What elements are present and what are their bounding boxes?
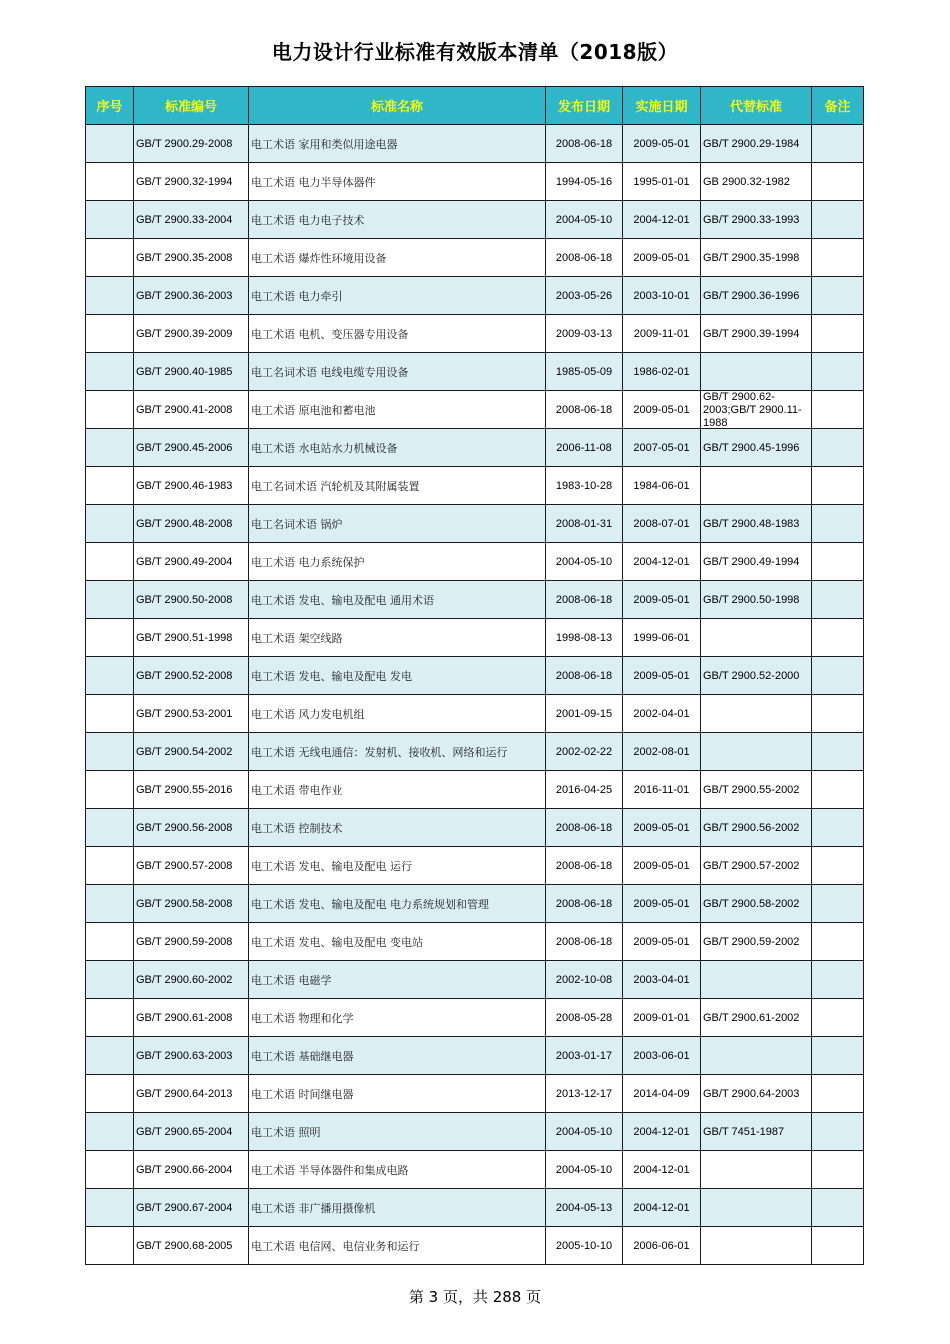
cell-standard-name: 电工名词术语 锅炉 xyxy=(249,505,546,543)
cell-note xyxy=(812,847,864,885)
cell-replaced-standard xyxy=(701,1227,812,1265)
cell-standard-name: 电工术语 带电作业 xyxy=(249,771,546,809)
cell-seq xyxy=(86,1037,134,1075)
cell-publish-date: 2008-06-18 xyxy=(546,809,623,847)
cell-effective-date: 2004-12-01 xyxy=(623,1151,701,1189)
page-footer: 第 3 页，共 288 页 xyxy=(408,1288,542,1306)
cell-standard-code: GB/T 2900.55-2016 xyxy=(134,771,249,809)
cell-effective-date: 2009-05-01 xyxy=(623,657,701,695)
cell-effective-date: 2009-05-01 xyxy=(623,581,701,619)
cell-replaced-standard: GB/T 2900.50-1998 xyxy=(701,581,812,619)
cell-effective-date: 2009-05-01 xyxy=(623,923,701,961)
cell-replaced-standard xyxy=(701,1037,812,1075)
cell-standard-name: 电工术语 发电、输电及配电 电力系统规划和管理 xyxy=(249,885,546,923)
cell-note xyxy=(812,771,864,809)
cell-effective-date: 1995-01-01 xyxy=(623,163,701,201)
header-published: 发布日期 xyxy=(546,87,623,125)
cell-standard-code: GB/T 2900.45-2006 xyxy=(134,429,249,467)
cell-publish-date: 2008-06-18 xyxy=(546,885,623,923)
cell-standard-name: 电工术语 电力半导体器件 xyxy=(249,163,546,201)
cell-seq xyxy=(86,923,134,961)
cell-standard-name: 电工术语 无线电通信：发射机、接收机、网络和运行 xyxy=(249,733,546,771)
cell-effective-date: 1986-02-01 xyxy=(623,353,701,391)
table-row xyxy=(86,1227,864,1265)
cell-standard-code: GB/T 2900.50-2008 xyxy=(134,581,249,619)
cell-seq xyxy=(86,505,134,543)
cell-effective-date: 1984-06-01 xyxy=(623,467,701,505)
table-row xyxy=(86,315,864,353)
cell-standard-code: GB/T 2900.65-2004 xyxy=(134,1113,249,1151)
table-row xyxy=(86,1113,864,1151)
table-row xyxy=(86,1151,864,1189)
cell-publish-date: 2008-06-18 xyxy=(546,923,623,961)
cell-standard-name: 电工名词术语 汽轮机及其附属装置 xyxy=(249,467,546,505)
cell-seq xyxy=(86,201,134,239)
cell-standard-code: GB/T 2900.29-2008 xyxy=(134,125,249,163)
cell-note xyxy=(812,1189,864,1227)
cell-publish-date: 1994-05-16 xyxy=(546,163,623,201)
cell-note xyxy=(812,1037,864,1075)
cell-publish-date: 2004-05-10 xyxy=(546,201,623,239)
cell-replaced-standard: GB/T 2900.48-1983 xyxy=(701,505,812,543)
cell-standard-name: 电工术语 发电、输电及配电 通用术语 xyxy=(249,581,546,619)
cell-seq xyxy=(86,163,134,201)
cell-replaced-standard: GB/T 2900.33-1993 xyxy=(701,201,812,239)
cell-effective-date: 2009-05-01 xyxy=(623,125,701,163)
cell-standard-code: GB/T 2900.56-2008 xyxy=(134,809,249,847)
cell-seq xyxy=(86,885,134,923)
table-row xyxy=(86,619,864,657)
header-note: 备注 xyxy=(812,87,864,125)
table-row xyxy=(86,391,864,429)
cell-replaced-standard: GB/T 2900.57-2002 xyxy=(701,847,812,885)
cell-effective-date: 2009-01-01 xyxy=(623,999,701,1037)
cell-publish-date: 2016-04-25 xyxy=(546,771,623,809)
table-row xyxy=(86,201,864,239)
cell-note xyxy=(812,201,864,239)
table-row xyxy=(86,467,864,505)
cell-note xyxy=(812,695,864,733)
table-row xyxy=(86,695,864,733)
cell-publish-date: 2005-10-10 xyxy=(546,1227,623,1265)
cell-replaced-standard: GB/T 2900.39-1994 xyxy=(701,315,812,353)
cell-publish-date: 2001-09-15 xyxy=(546,695,623,733)
cell-note xyxy=(812,581,864,619)
cell-replaced-standard: GB/T 2900.58-2002 xyxy=(701,885,812,923)
cell-standard-code: GB/T 2900.39-2009 xyxy=(134,315,249,353)
cell-seq xyxy=(86,619,134,657)
cell-note xyxy=(812,657,864,695)
cell-standard-code: GB/T 2900.36-2003 xyxy=(134,277,249,315)
cell-effective-date: 2009-05-01 xyxy=(623,239,701,277)
cell-standard-code: GB/T 2900.63-2003 xyxy=(134,1037,249,1075)
cell-standard-code: GB/T 2900.54-2002 xyxy=(134,733,249,771)
cell-publish-date: 1985-05-09 xyxy=(546,353,623,391)
cell-standard-code: GB/T 2900.52-2008 xyxy=(134,657,249,695)
cell-effective-date: 2009-05-01 xyxy=(623,391,701,429)
cell-replaced-standard xyxy=(701,619,812,657)
cell-effective-date: 2004-12-01 xyxy=(623,543,701,581)
table-row xyxy=(86,277,864,315)
cell-standard-name: 电工术语 电信网、电信业务和运行 xyxy=(249,1227,546,1265)
cell-standard-name: 电工术语 照明 xyxy=(249,1113,546,1151)
cell-publish-date: 2004-05-13 xyxy=(546,1189,623,1227)
cell-note xyxy=(812,1113,864,1151)
cell-publish-date: 1983-10-28 xyxy=(546,467,623,505)
cell-standard-name: 电工术语 爆炸性环境用设备 xyxy=(249,239,546,277)
table-row xyxy=(86,809,864,847)
cell-standard-code: GB/T 2900.48-2008 xyxy=(134,505,249,543)
cell-seq xyxy=(86,809,134,847)
table-row xyxy=(86,125,864,163)
cell-seq xyxy=(86,1075,134,1113)
table-row xyxy=(86,543,864,581)
cell-note xyxy=(812,391,864,429)
cell-seq xyxy=(86,467,134,505)
cell-note xyxy=(812,619,864,657)
cell-standard-name: 电工术语 电磁学 xyxy=(249,961,546,999)
cell-publish-date: 2008-01-31 xyxy=(546,505,623,543)
cell-seq xyxy=(86,771,134,809)
cell-effective-date: 2002-04-01 xyxy=(623,695,701,733)
table-row xyxy=(86,581,864,619)
cell-effective-date: 1999-06-01 xyxy=(623,619,701,657)
cell-replaced-standard: GB/T 2900.61-2002 xyxy=(701,999,812,1037)
cell-standard-name: 电工术语 发电、输电及配电 发电 xyxy=(249,657,546,695)
table-row xyxy=(86,999,864,1037)
cell-seq xyxy=(86,1189,134,1227)
cell-publish-date: 2004-05-10 xyxy=(546,1151,623,1189)
cell-replaced-standard: GB 2900.32-1982 xyxy=(701,163,812,201)
cell-seq xyxy=(86,733,134,771)
cell-seq xyxy=(86,315,134,353)
cell-note xyxy=(812,163,864,201)
cell-effective-date: 2006-06-01 xyxy=(623,1227,701,1265)
cell-standard-name: 电工术语 水电站水力机械设备 xyxy=(249,429,546,467)
table-row xyxy=(86,847,864,885)
cell-publish-date: 2003-01-17 xyxy=(546,1037,623,1075)
cell-standard-code: GB/T 2900.60-2002 xyxy=(134,961,249,999)
cell-seq xyxy=(86,543,134,581)
cell-effective-date: 2002-08-01 xyxy=(623,733,701,771)
cell-standard-name: 电工术语 控制技术 xyxy=(249,809,546,847)
cell-seq xyxy=(86,391,134,429)
table-row xyxy=(86,1037,864,1075)
cell-effective-date: 2004-12-01 xyxy=(623,1113,701,1151)
cell-seq xyxy=(86,125,134,163)
cell-publish-date: 2004-05-10 xyxy=(546,543,623,581)
cell-effective-date: 2016-11-01 xyxy=(623,771,701,809)
cell-standard-code: GB/T 2900.57-2008 xyxy=(134,847,249,885)
cell-standard-name: 电工术语 原电池和蓄电池 xyxy=(249,391,546,429)
cell-publish-date: 2002-10-08 xyxy=(546,961,623,999)
cell-standard-code: GB/T 2900.67-2004 xyxy=(134,1189,249,1227)
cell-standard-code: GB/T 2900.68-2005 xyxy=(134,1227,249,1265)
cell-standard-name: 电工术语 家用和类似用途电器 xyxy=(249,125,546,163)
cell-note xyxy=(812,277,864,315)
cell-effective-date: 2009-05-01 xyxy=(623,847,701,885)
cell-replaced-standard: GB/T 2900.55-2002 xyxy=(701,771,812,809)
standards-table xyxy=(85,86,864,1265)
replaced-standard-text: GB/T 2900.62-2003;GB/T 2900.11-1988 xyxy=(703,391,802,428)
cell-note xyxy=(812,961,864,999)
cell-note xyxy=(812,733,864,771)
cell-publish-date: 2008-06-18 xyxy=(546,239,623,277)
cell-note xyxy=(812,125,864,163)
table-row xyxy=(86,429,864,467)
cell-standard-code: GB/T 2900.40-1985 xyxy=(134,353,249,391)
cell-effective-date: 2007-05-01 xyxy=(623,429,701,467)
cell-standard-code: GB/T 2900.32-1994 xyxy=(134,163,249,201)
cell-seq xyxy=(86,657,134,695)
page-title: 电力设计行业标准有效版本清单（2018版） xyxy=(271,40,679,64)
cell-note xyxy=(812,315,864,353)
cell-effective-date: 2003-10-01 xyxy=(623,277,701,315)
table-row xyxy=(86,961,864,999)
cell-note xyxy=(812,809,864,847)
cell-replaced-standard: GB/T 2900.56-2002 xyxy=(701,809,812,847)
table-header-row xyxy=(86,87,864,125)
cell-replaced-standard xyxy=(701,467,812,505)
cell-effective-date: 2009-05-01 xyxy=(623,809,701,847)
cell-replaced-standard: GB/T 2900.49-1994 xyxy=(701,543,812,581)
cell-replaced-standard: GB/T 2900.64-2003 xyxy=(701,1075,812,1113)
cell-seq xyxy=(86,239,134,277)
cell-standard-code: GB/T 2900.61-2008 xyxy=(134,999,249,1037)
cell-seq xyxy=(86,1113,134,1151)
cell-standard-code: GB/T 2900.59-2008 xyxy=(134,923,249,961)
cell-note xyxy=(812,429,864,467)
cell-standard-name: 电工术语 发电、输电及配电 运行 xyxy=(249,847,546,885)
cell-publish-date: 2002-02-22 xyxy=(546,733,623,771)
cell-standard-name: 电工术语 半导体器件和集成电路 xyxy=(249,1151,546,1189)
cell-standard-code: GB/T 2900.49-2004 xyxy=(134,543,249,581)
cell-publish-date: 2006-11-08 xyxy=(546,429,623,467)
cell-standard-code: GB/T 2900.41-2008 xyxy=(134,391,249,429)
cell-standard-name: 电工名词术语 电线电缆专用设备 xyxy=(249,353,546,391)
cell-note xyxy=(812,353,864,391)
cell-replaced-standard: GB/T 2900.45-1996 xyxy=(701,429,812,467)
cell-standard-code: GB/T 2900.64-2013 xyxy=(134,1075,249,1113)
cell-seq xyxy=(86,961,134,999)
cell-note xyxy=(812,1075,864,1113)
header-name: 标准名称 xyxy=(249,87,546,125)
cell-replaced-standard xyxy=(701,733,812,771)
cell-seq xyxy=(86,581,134,619)
cell-replaced-standard xyxy=(701,961,812,999)
cell-note xyxy=(812,1151,864,1189)
cell-publish-date: 2003-05-26 xyxy=(546,277,623,315)
cell-seq xyxy=(86,1151,134,1189)
table-row xyxy=(86,353,864,391)
cell-publish-date: 2008-06-18 xyxy=(546,581,623,619)
cell-note xyxy=(812,505,864,543)
cell-replaced-standard: GB/T 2900.36-1996 xyxy=(701,277,812,315)
cell-standard-name: 电工术语 电力牵引 xyxy=(249,277,546,315)
cell-replaced-standard xyxy=(701,353,812,391)
table-row xyxy=(86,239,864,277)
cell-seq xyxy=(86,353,134,391)
cell-publish-date: 2008-06-18 xyxy=(546,657,623,695)
cell-publish-date: 2008-06-18 xyxy=(546,847,623,885)
cell-standard-name: 电工术语 基础继电器 xyxy=(249,1037,546,1075)
cell-note xyxy=(812,239,864,277)
table-row xyxy=(86,505,864,543)
cell-seq xyxy=(86,277,134,315)
cell-publish-date: 2004-05-10 xyxy=(546,1113,623,1151)
cell-replaced-standard: GB/T 2900.59-2002 xyxy=(701,923,812,961)
table-row xyxy=(86,771,864,809)
cell-replaced-standard xyxy=(701,695,812,733)
cell-effective-date: 2003-06-01 xyxy=(623,1037,701,1075)
cell-standard-name: 电工术语 架空线路 xyxy=(249,619,546,657)
cell-standard-name: 电工术语 电机、变压器专用设备 xyxy=(249,315,546,353)
cell-publish-date: 1998-08-13 xyxy=(546,619,623,657)
table-row xyxy=(86,657,864,695)
cell-publish-date: 2013-12-17 xyxy=(546,1075,623,1113)
cell-standard-name: 电工术语 电力系统保护 xyxy=(249,543,546,581)
cell-replaced-standard: GB/T 7451-1987 xyxy=(701,1113,812,1151)
cell-effective-date: 2008-07-01 xyxy=(623,505,701,543)
cell-standard-code: GB/T 2900.51-1998 xyxy=(134,619,249,657)
table-row xyxy=(86,885,864,923)
header-code: 标准编号 xyxy=(134,87,249,125)
table-row xyxy=(86,1075,864,1113)
cell-seq xyxy=(86,695,134,733)
cell-standard-name: 电工术语 物理和化学 xyxy=(249,999,546,1037)
cell-replaced-standard: GB/T 2900.29-1984 xyxy=(701,125,812,163)
cell-seq xyxy=(86,1227,134,1265)
cell-effective-date: 2003-04-01 xyxy=(623,961,701,999)
cell-standard-code: GB/T 2900.46-1983 xyxy=(134,467,249,505)
table-row xyxy=(86,923,864,961)
cell-publish-date: 2008-05-28 xyxy=(546,999,623,1037)
cell-note xyxy=(812,923,864,961)
cell-publish-date: 2008-06-18 xyxy=(546,125,623,163)
header-replaces: 代替标准 xyxy=(701,87,812,125)
cell-standard-code: GB/T 2900.35-2008 xyxy=(134,239,249,277)
cell-effective-date: 2004-12-01 xyxy=(623,201,701,239)
cell-standard-code: GB/T 2900.33-2004 xyxy=(134,201,249,239)
cell-effective-date: 2014-04-09 xyxy=(623,1075,701,1113)
cell-effective-date: 2009-05-01 xyxy=(623,885,701,923)
cell-standard-name: 电工术语 发电、输电及配电 变电站 xyxy=(249,923,546,961)
cell-note xyxy=(812,1227,864,1265)
cell-standard-name: 电工术语 非广播用摄像机 xyxy=(249,1189,546,1227)
cell-standard-name: 电工术语 时间继电器 xyxy=(249,1075,546,1113)
cell-replaced-standard: GB/T 2900.52-2000 xyxy=(701,657,812,695)
cell-replaced-standard xyxy=(701,391,812,429)
cell-effective-date: 2004-12-01 xyxy=(623,1189,701,1227)
table-row xyxy=(86,163,864,201)
cell-replaced-standard: GB/T 2900.35-1998 xyxy=(701,239,812,277)
header-effective: 实施日期 xyxy=(623,87,701,125)
cell-note xyxy=(812,885,864,923)
cell-seq xyxy=(86,847,134,885)
cell-standard-code: GB/T 2900.66-2004 xyxy=(134,1151,249,1189)
cell-replaced-standard xyxy=(701,1189,812,1227)
cell-standard-code: GB/T 2900.53-2001 xyxy=(134,695,249,733)
table-row xyxy=(86,733,864,771)
cell-publish-date: 2008-06-18 xyxy=(546,391,623,429)
cell-publish-date: 2009-03-13 xyxy=(546,315,623,353)
cell-seq xyxy=(86,429,134,467)
cell-note xyxy=(812,543,864,581)
cell-effective-date: 2009-11-01 xyxy=(623,315,701,353)
table-row xyxy=(86,1189,864,1227)
cell-standard-code: GB/T 2900.58-2008 xyxy=(134,885,249,923)
cell-replaced-standard xyxy=(701,1151,812,1189)
cell-seq xyxy=(86,999,134,1037)
header-seq: 序号 xyxy=(86,87,134,125)
cell-note xyxy=(812,467,864,505)
cell-standard-name: 电工术语 风力发电机组 xyxy=(249,695,546,733)
cell-standard-name: 电工术语 电力电子技术 xyxy=(249,201,546,239)
cell-note xyxy=(812,999,864,1037)
